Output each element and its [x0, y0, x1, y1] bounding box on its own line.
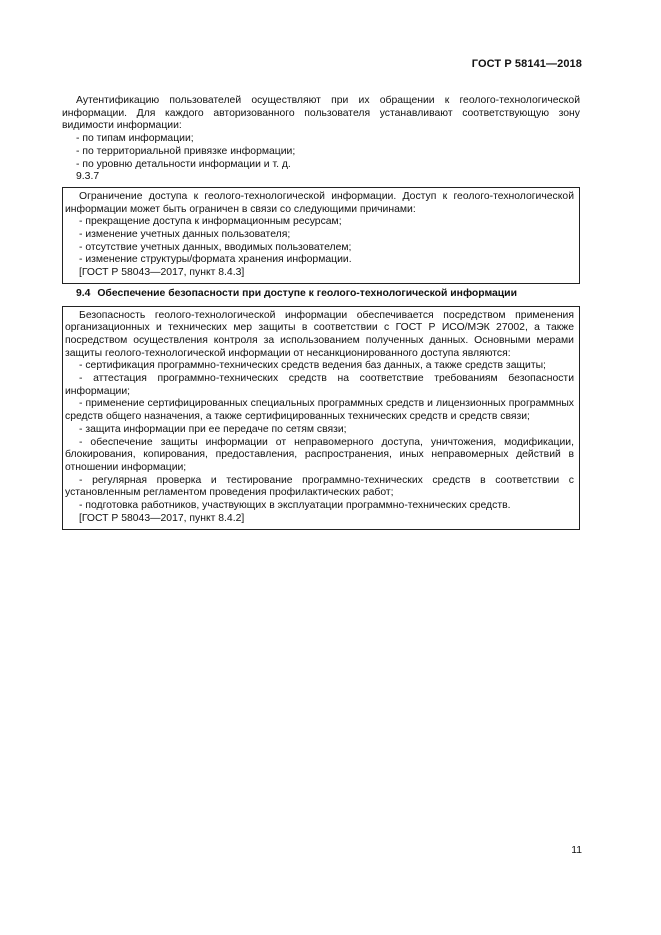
- box1-list-item: - прекращение доступа к информационным ресурсам;: [79, 216, 342, 228]
- intro-list-item: - по уровню детальности информации и т. д.: [76, 158, 291, 170]
- section-heading: [76, 288, 580, 301]
- intro-list-item: - по территориальной привязке информации;: [76, 145, 296, 157]
- clause-number: 9.3.7: [76, 171, 100, 183]
- box2-list-item: - сертификация программно-технических средств ведения баз данных, а также средств защиты;: [79, 360, 546, 372]
- box2-reference: [ГОСТ Р 58043—2017, пункт 8.4.2]: [79, 512, 245, 524]
- box1-list-item: - отсутствие учетных данных, вводимых пользователем;: [79, 241, 352, 253]
- box1-list-item: - изменение структуры/формата хранения информации.: [79, 254, 352, 266]
- intro-list-item: - по типам информации;: [76, 133, 194, 145]
- box2-list-item: - регулярная проверка и тестирование программно-технических средств в соответствии с установленным регламентом проведения профилактических работ;: [65, 474, 574, 499]
- box2-list-item: - применение сертифицированных специальных программных средств и лицензионных программных средств общего назначения, а также сертифицированных технических средств и средств связи;: [65, 398, 574, 423]
- quoted-definition-box-security: [62, 306, 580, 530]
- box1-list-item: - изменение учетных данных пользователя;: [79, 229, 291, 241]
- box2-list-item: - подготовка работников, участвующих в эксплуатации программно-технических средств.: [79, 500, 511, 512]
- intro-block: [62, 95, 580, 184]
- box2-list-item: - обеспечение защиты информации от неправомерного доступа, уничтожения, модификации, блокирования, копирования, предоставления, распространения, иных неправомерных действий в отношении информации;: [65, 436, 574, 473]
- page-number: 11: [571, 845, 582, 856]
- box1-paragraph: Ограничение доступа к геолого-технологической информации. Доступ к геолого-технологической информации может быть ограничен в связи со следующими причинами:: [65, 190, 574, 215]
- box2-list-item: - защита информации при ее передаче по сетям связи;: [79, 423, 347, 435]
- box2-list-item: - аттестация программно-технических средств на соответствие требованиям безопасности информации;: [65, 373, 574, 397]
- quoted-definition-box-access-restriction: [62, 187, 580, 284]
- box1-reference: [ГОСТ Р 58043—2017, пункт 8.4.3]: [79, 267, 245, 279]
- section-title: Обеспечение безопасности при доступе к геолого-технологической информации: [97, 287, 517, 299]
- page-content: [62, 95, 580, 530]
- box2-paragraph: Безопасность геолого-технологической информации обеспечивается посредством применения организационных и технических мер защиты в соответствии с ГОСТ Р ИСО/МЭК 27002, а также посредством осуществления контроля за использованием полученных данных. Основными мерами защиты геолого-технологической информации от несанкционированного доступа являются:: [65, 309, 574, 359]
- section-number: 9.4: [76, 287, 91, 299]
- intro-paragraph: Аутентификацию пользователей осуществляют при их обращении к геолого-технологической информации. Для каждого авторизованного пользователя устанавливают соответствующую зону видимости информации:: [62, 95, 580, 132]
- document-header: ГОСТ Р 58141—2018: [471, 58, 582, 70]
